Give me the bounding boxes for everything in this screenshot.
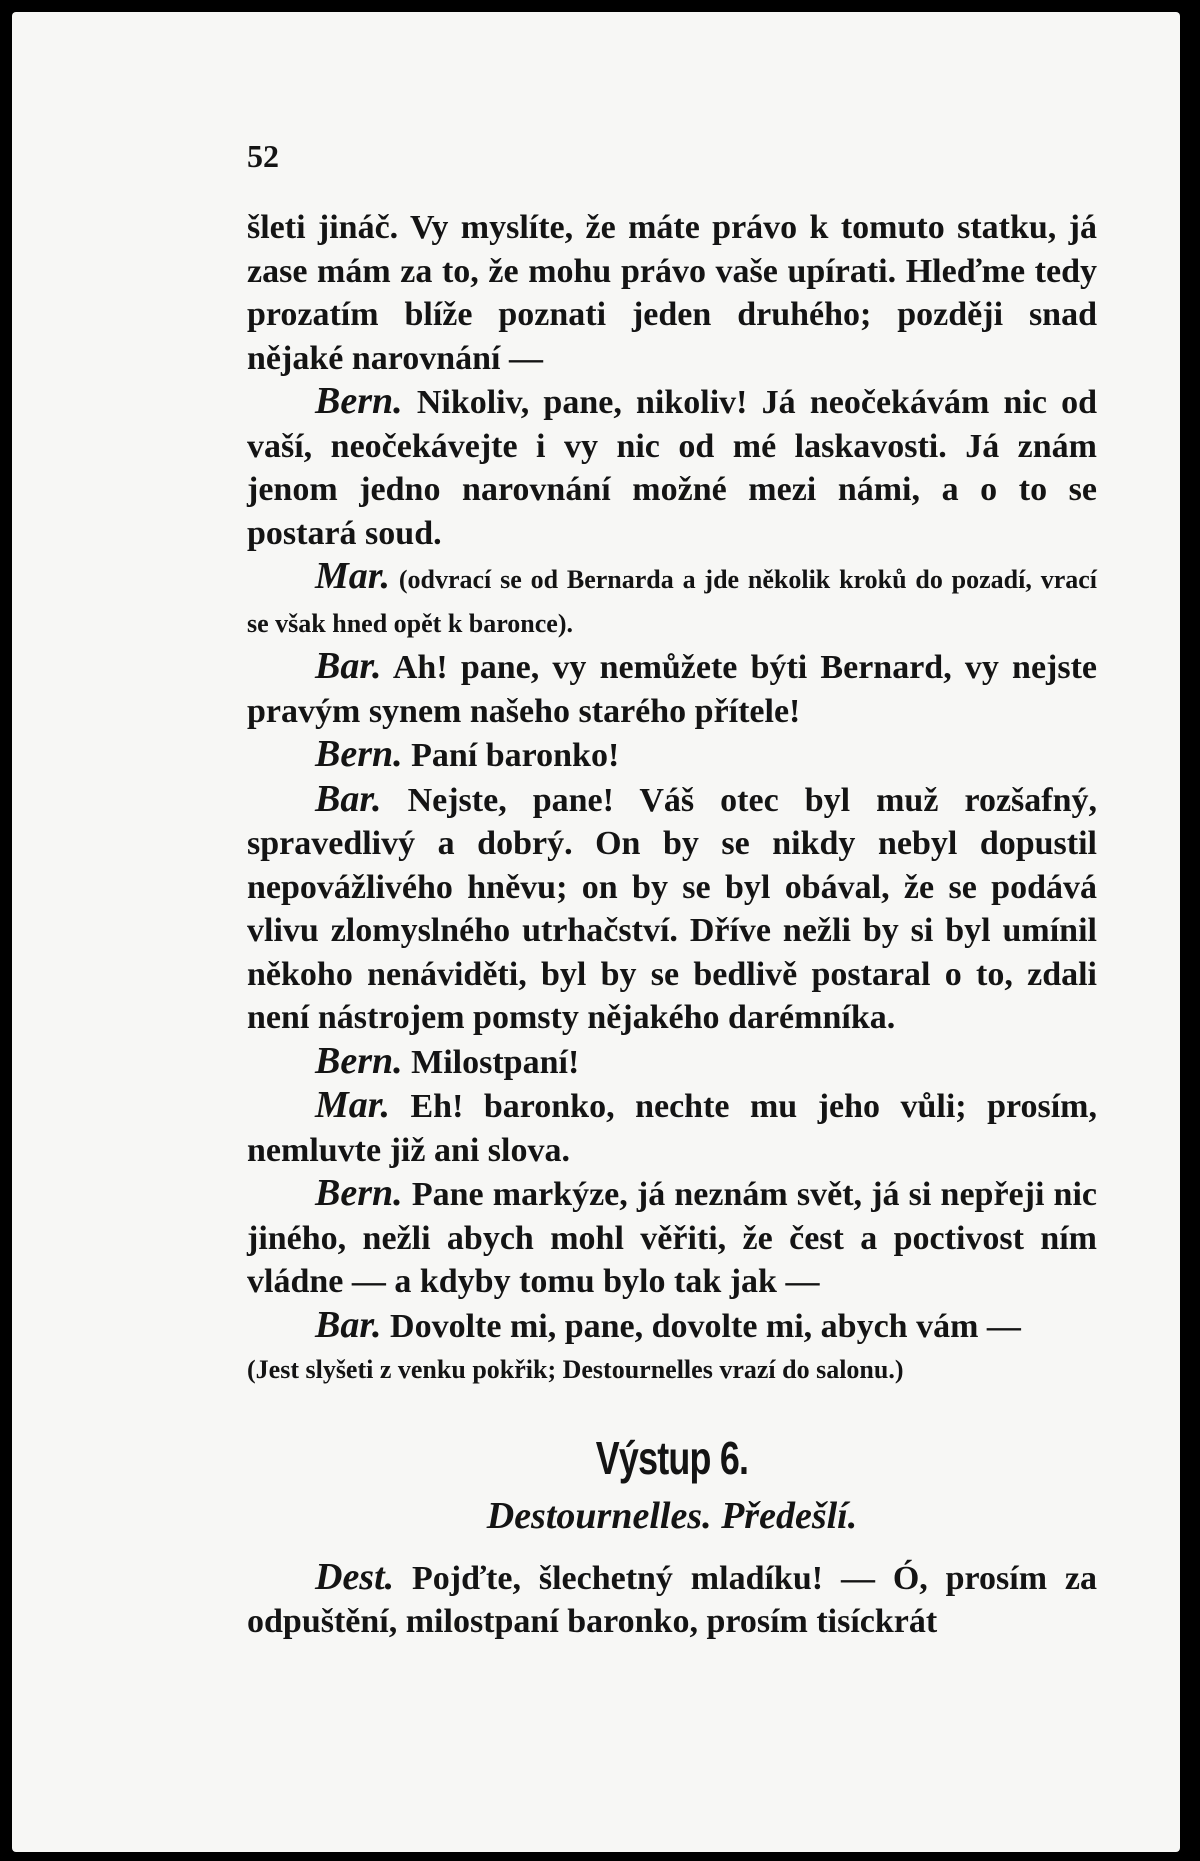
paragraph [247,380,1097,555]
paragraph-text: Nikoliv, pane, nikoliv! Já neočekávám nic od vaší, neočekávejte i vy nic od mé laskavosti. Já znám jenom jedno narovnání možné mezi námi, a o to se postará soud. [247,384,1097,552]
paragraph [247,1172,1097,1304]
paragraph [247,206,1097,380]
paragraph [247,778,1097,1040]
paragraph [247,1556,1097,1644]
speaker-label: Bar. [315,1303,382,1346]
paragraph-text: Ah! pane, vy nemůžete býti Bernard, vy nejste pravým synem našeho starého přítele! [247,649,1098,730]
dialogue-block [247,206,1097,1392]
paragraph [247,1304,1097,1349]
book-spine-edge [1180,0,1200,1861]
speaker-label: Bern. [315,1039,403,1082]
speaker-label: Bern. [315,380,403,422]
speaker-label: Bar. [315,645,382,687]
scene-heading: Výstup 6. [595,1431,749,1484]
paragraph [247,555,1097,645]
stage-direction: (Jest slyšeti z venku pokřik; Destournelles vrazí do salonu.) [247,1355,904,1384]
paragraph-text: šleti jináč. Vy myslíte, že máte právo k tomuto statku, já zase mám za to, že mohu právo vaše upírati. Hleďme tedy prozatím blíže poznati jeden druhého; později snad nějaké narovnání — [247,209,1097,377]
page-number: 52 [247,138,279,174]
speaker-label: Bern. [315,733,403,775]
paragraph [247,645,1097,733]
paragraph-text: Pane markýze, já neznám svět, já si nepřeji nic jiného, nežli abych mohl věřiti, že čest a poctivost ním vládne — a kdyby tomu bylo tak jak — [247,1176,1097,1300]
page-content [247,138,1097,1644]
closing-stage-direction [247,1348,1097,1392]
paragraph [247,733,1097,778]
scene-characters: Destournelles. Předešlí. [486,1494,858,1537]
speaker-label: Bern. [315,1172,403,1214]
speaker-label: Mar. [315,1084,390,1126]
paragraph [247,1084,1097,1172]
book-page [12,12,1180,1852]
paragraph [247,1040,1097,1085]
paragraph-text: Pojďte, šlechetný mladíku! — Ó, prosím za odpuštění, milostpaní baronko, prosím tisíckrát [247,1559,1097,1640]
paragraph-text: Milostpaní! [411,1043,580,1081]
stage-direction: (odvrací se od Bernarda a jde několik kroků do pozadí, vrací se však hned opět k baronce). [247,565,1097,638]
speaker-label: Bar. [315,777,382,820]
paragraph-text: Eh! baronko, nechte mu jeho vůli; prosím, nemluvte již ani slova. [247,1088,1098,1169]
paragraph-text: Nejste, pane! Váš otec byl muž rozšafný, spravedlivý a dobrý. On by se nikdy nebyl dopustil nepovážlivého hněvu; on by se byl obával, že se podává vlivu zlomyslného utrhačství. Dříve nežli by si byl umínil někoho nenáviděti, byl by se bedlivě postaral o to, zdali není nástrojem pomsty nějakého darémníka. [247,781,1097,1036]
speaker-label: Dest. [315,1555,395,1598]
scene-dialogue-block [247,1556,1097,1644]
paragraph-text: Dovolte mi, pane, dovolte mi, abych vám — [390,1307,1021,1345]
paragraph-text: Paní baronko! [411,737,620,774]
speaker-label: Mar. [315,555,390,597]
